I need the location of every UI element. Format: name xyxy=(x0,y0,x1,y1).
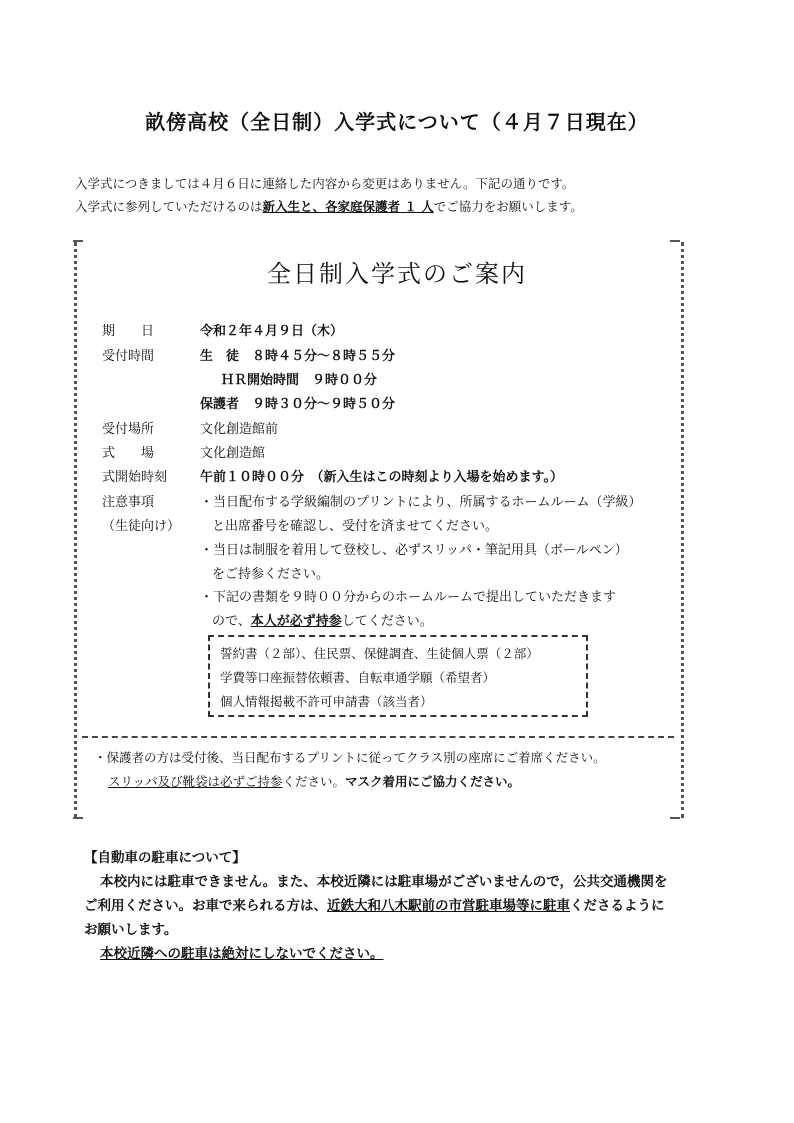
intro-line-2-prefix: 入学式に参列していただけるのは xyxy=(75,199,263,214)
note-3-suffix: してください。 xyxy=(341,614,433,629)
intro-line-2-emphasis: 新入生と、各家庭保護者 １ 人 xyxy=(262,199,434,214)
venue-value: 文化創造館 xyxy=(200,446,266,461)
note-2-line-2: をご持参ください。 xyxy=(212,567,330,582)
parking-line-4: 本校近隣への駐車は絶対にしないでください。 xyxy=(100,946,384,962)
notes-sublabel: （生徒向け） xyxy=(102,519,181,534)
frame-corner-tl xyxy=(73,240,83,248)
guardian-note-mid: ください。 xyxy=(282,774,346,789)
note-1-line-1: ・当日配布する学級編制のプリントにより、所属するホームルーム（学級） xyxy=(200,495,642,510)
intro-line-2 xyxy=(75,197,583,215)
start-time-label: 式開始時刻 xyxy=(102,470,168,485)
intro-line-2-suffix: でご協力をお願いします。 xyxy=(433,199,583,214)
note-3-line-1: ・下記の書類を９時００分からのホームルームで提出していただきます xyxy=(200,590,617,605)
date-value: 令和２年４月９日（木） xyxy=(200,324,344,339)
parking-line-2-underlined: 近鉄大和八木駅前の市営駐車場等に駐車 xyxy=(327,898,570,914)
reception-guardian: 保護者 ９時３０分～９時５０分 xyxy=(200,397,396,412)
parking-line-3: お願いします。 xyxy=(84,922,178,938)
parking-line-2-suffix: くださるように xyxy=(570,898,665,914)
guardian-note-underlined: スリッパ及び靴袋は必ずご持参 xyxy=(108,774,283,789)
reception-place-label: 受付場所 xyxy=(102,422,155,437)
start-time-value: 午前１０時００分 （新入生はこの時刻より入場を始めます。） xyxy=(200,470,563,485)
note-3-line-2 xyxy=(212,610,433,629)
notice-title: 全日制入学式のご案内 xyxy=(267,260,527,288)
parking-line-2-prefix: ご利用ください。お車で来られる方は、 xyxy=(84,898,327,914)
notice-separator xyxy=(82,736,674,738)
guardian-note-bold: マスク着用にご協力ください。 xyxy=(345,774,521,789)
frame-corner-bl xyxy=(73,817,83,825)
date-label: 期 日 xyxy=(102,324,155,339)
guardian-note-line-2 xyxy=(108,772,520,790)
intro-line-1: 入学式につきましては４月６日に連絡した内容から変更はありません。下記の通りです。 xyxy=(75,176,575,191)
notes-label: 注意事項 xyxy=(102,495,155,510)
note-3-prefix: ので、 xyxy=(212,614,251,629)
reception-time-label: 受付時間 xyxy=(102,349,155,364)
page-title: 畝傍高校（全日制）入学式について（４月７日現在） xyxy=(145,110,649,134)
parking-line-2 xyxy=(84,894,665,914)
guardian-note-line-1: ・保護者の方は受付後、当日配布するプリントに従ってクラス別の座席にご着席ください。 xyxy=(94,750,606,765)
note-2-line-1: ・当日は制服を着用して登校し、必ずスリッパ・筆記用具（ボールペン） xyxy=(200,543,628,558)
document-item: 誓約書（２部）、住民票、保健調査、生徒個人票（２部） xyxy=(220,646,539,661)
reception-student: 生 徒 ８時４５分～８時５５分 xyxy=(200,349,396,364)
document-item: 学費等口座振替依頼書、自転車通学願（希望者） xyxy=(220,670,496,685)
note-3-emphasis: 本人が必ず持参 xyxy=(250,614,342,629)
parking-heading: 【自動車の駐車について】 xyxy=(84,850,246,866)
reception-hr: ＨＲ開始時間 ９時００分 xyxy=(221,373,378,388)
document-item: 個人情報掲載不許可申請書（該当者） xyxy=(220,694,433,709)
reception-place-value: 文化創造館前 xyxy=(200,422,279,437)
parking-line-1: 本校内には駐車できません。また、本校近隣には駐車場がございませんので，公共交通機関を xyxy=(100,874,668,890)
frame-corner-tr xyxy=(670,240,680,248)
frame-corner-br xyxy=(670,817,680,825)
note-1-line-2: と出席番号を確認し、受付を済ませてください。 xyxy=(212,519,499,534)
venue-label: 式 場 xyxy=(102,446,155,461)
